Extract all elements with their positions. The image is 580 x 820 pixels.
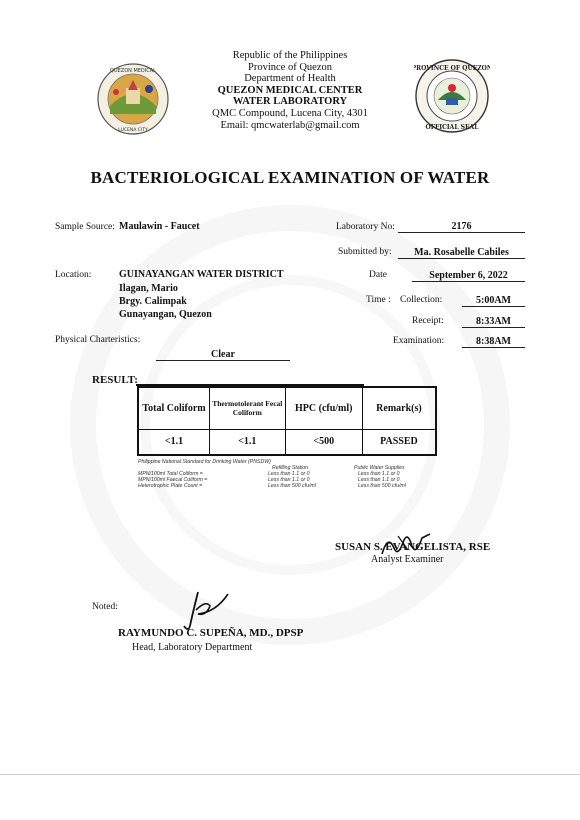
header-hpc: HPC (cfu/ml): [285, 387, 362, 429]
header-line-department: Department of Health: [244, 73, 336, 85]
noted-label: Noted:: [92, 602, 118, 612]
standards-row3-public: Less than 500 cfu/ml: [358, 483, 406, 489]
submitted-by-label: Submitted by:: [338, 247, 392, 257]
location-line-3: Brgy. Calimpak: [119, 296, 187, 307]
header-line-center: QUEZON MEDICAL CENTER: [217, 84, 363, 96]
laboratory-no-label: Laboratory No:: [336, 222, 395, 232]
svg-text:OFFICIAL SEAL: OFFICIAL SEAL: [425, 124, 479, 131]
standards-row2-label: MPN/100ml Faecal Coliform =: [138, 477, 208, 483]
header-remarks: Remark(s): [362, 387, 436, 429]
laboratory-no-value: 2176: [398, 221, 525, 233]
result-label: RESULT:: [92, 374, 138, 386]
examination-label: Examination:: [393, 336, 445, 346]
letterhead: [0, 50, 580, 131]
header-line-laboratory: WATER LABORATORY: [232, 96, 348, 108]
submitted-by-value: Ma. Rosabelle Cabiles: [398, 247, 525, 259]
sample-source-label: Sample Source:: [55, 222, 115, 232]
header-line-province: Province of Quezon: [248, 61, 332, 73]
receipt-label: Receipt:: [412, 316, 444, 326]
result-header-row: [138, 387, 436, 429]
header-line-email: Email: qmcwaterlab@gmail.com: [220, 119, 360, 131]
standards-public-head: Public Water Supplies: [354, 465, 405, 471]
examination-value: 8:38AM: [462, 336, 525, 348]
location-line-2: Ilagan, Mario: [119, 283, 178, 294]
standards-row3-refill: Less than 500 cfu/ml: [268, 483, 316, 489]
document-title: BACTERIOLOGICAL EXAMINATION OF WATER: [90, 168, 490, 187]
standards-row1-public: Less than 1.1 or 0: [358, 471, 400, 477]
standards-row2-public: Less than 1.1 or 0: [358, 477, 400, 483]
header-line-address: QMC Compound, Lucena City, 4301: [212, 107, 368, 119]
examiner-role: Analyst Examiner: [371, 554, 444, 565]
header-thermotolerant-fecal-coliform: Thermotolerant Fecal Coliform: [209, 387, 285, 429]
standards-title: Philippine National Standard for Drinking Water (PNSDW): [138, 459, 271, 465]
header-line-republic: Republic of the Philippines: [232, 50, 348, 61]
collection-label: Collection:: [400, 295, 443, 305]
result-table: [137, 386, 437, 456]
value-total-coliform: <1.1: [138, 429, 209, 455]
physical-characteristics-label: Physical Charteristics:: [55, 335, 141, 345]
header-total-coliform: Total Coliform: [138, 387, 209, 429]
value-thermotolerant-fecal-coliform: <1.1: [209, 429, 285, 455]
time-label: Time :: [366, 295, 391, 305]
sample-source-value: Maulawin - Faucet: [119, 221, 200, 232]
head-name: RAYMUNDO C. SUPEÑA, MD., DPSP: [118, 627, 304, 639]
standards-refilling-head: Refilling Station: [272, 465, 309, 471]
standards-row3-label: Heterotrophic Plate Count =: [138, 483, 203, 489]
location-line-4: Gunayangan, Quezon: [119, 309, 212, 320]
physical-characteristics-value: Clear: [156, 349, 290, 361]
head-role: Head, Laboratory Department: [132, 642, 253, 653]
svg-text:QUEZON MEDICAL: QUEZON MEDICAL: [110, 68, 156, 74]
location-line-1: GUINAYANGAN WATER DISTRICT: [119, 269, 284, 280]
receipt-value: 8:33AM: [462, 316, 525, 328]
page-bottom-rule: [0, 774, 580, 775]
date-value: September 6, 2022: [412, 270, 525, 282]
standards-row1-refill: Less than 1.1 or 0: [268, 471, 310, 477]
date-label: Date: [369, 270, 387, 280]
value-remarks: PASSED: [362, 429, 436, 455]
location-label: Location:: [55, 270, 92, 280]
examiner-name: SUSAN S. EVANGELISTA, RSE: [335, 541, 491, 553]
collection-value: 5:00AM: [462, 295, 525, 307]
value-hpc: <500: [285, 429, 362, 455]
standards-row1-label: MPN/100ml Total Coliform =: [138, 471, 203, 477]
standards-row2-refill: Less than 1.1 or 0: [268, 477, 310, 483]
svg-text:PROVINCE OF QUEZON: PROVINCE OF QUEZON: [414, 65, 490, 72]
result-value-row: [138, 429, 436, 455]
svg-text:LUCENA CITY: LUCENA CITY: [118, 128, 148, 133]
